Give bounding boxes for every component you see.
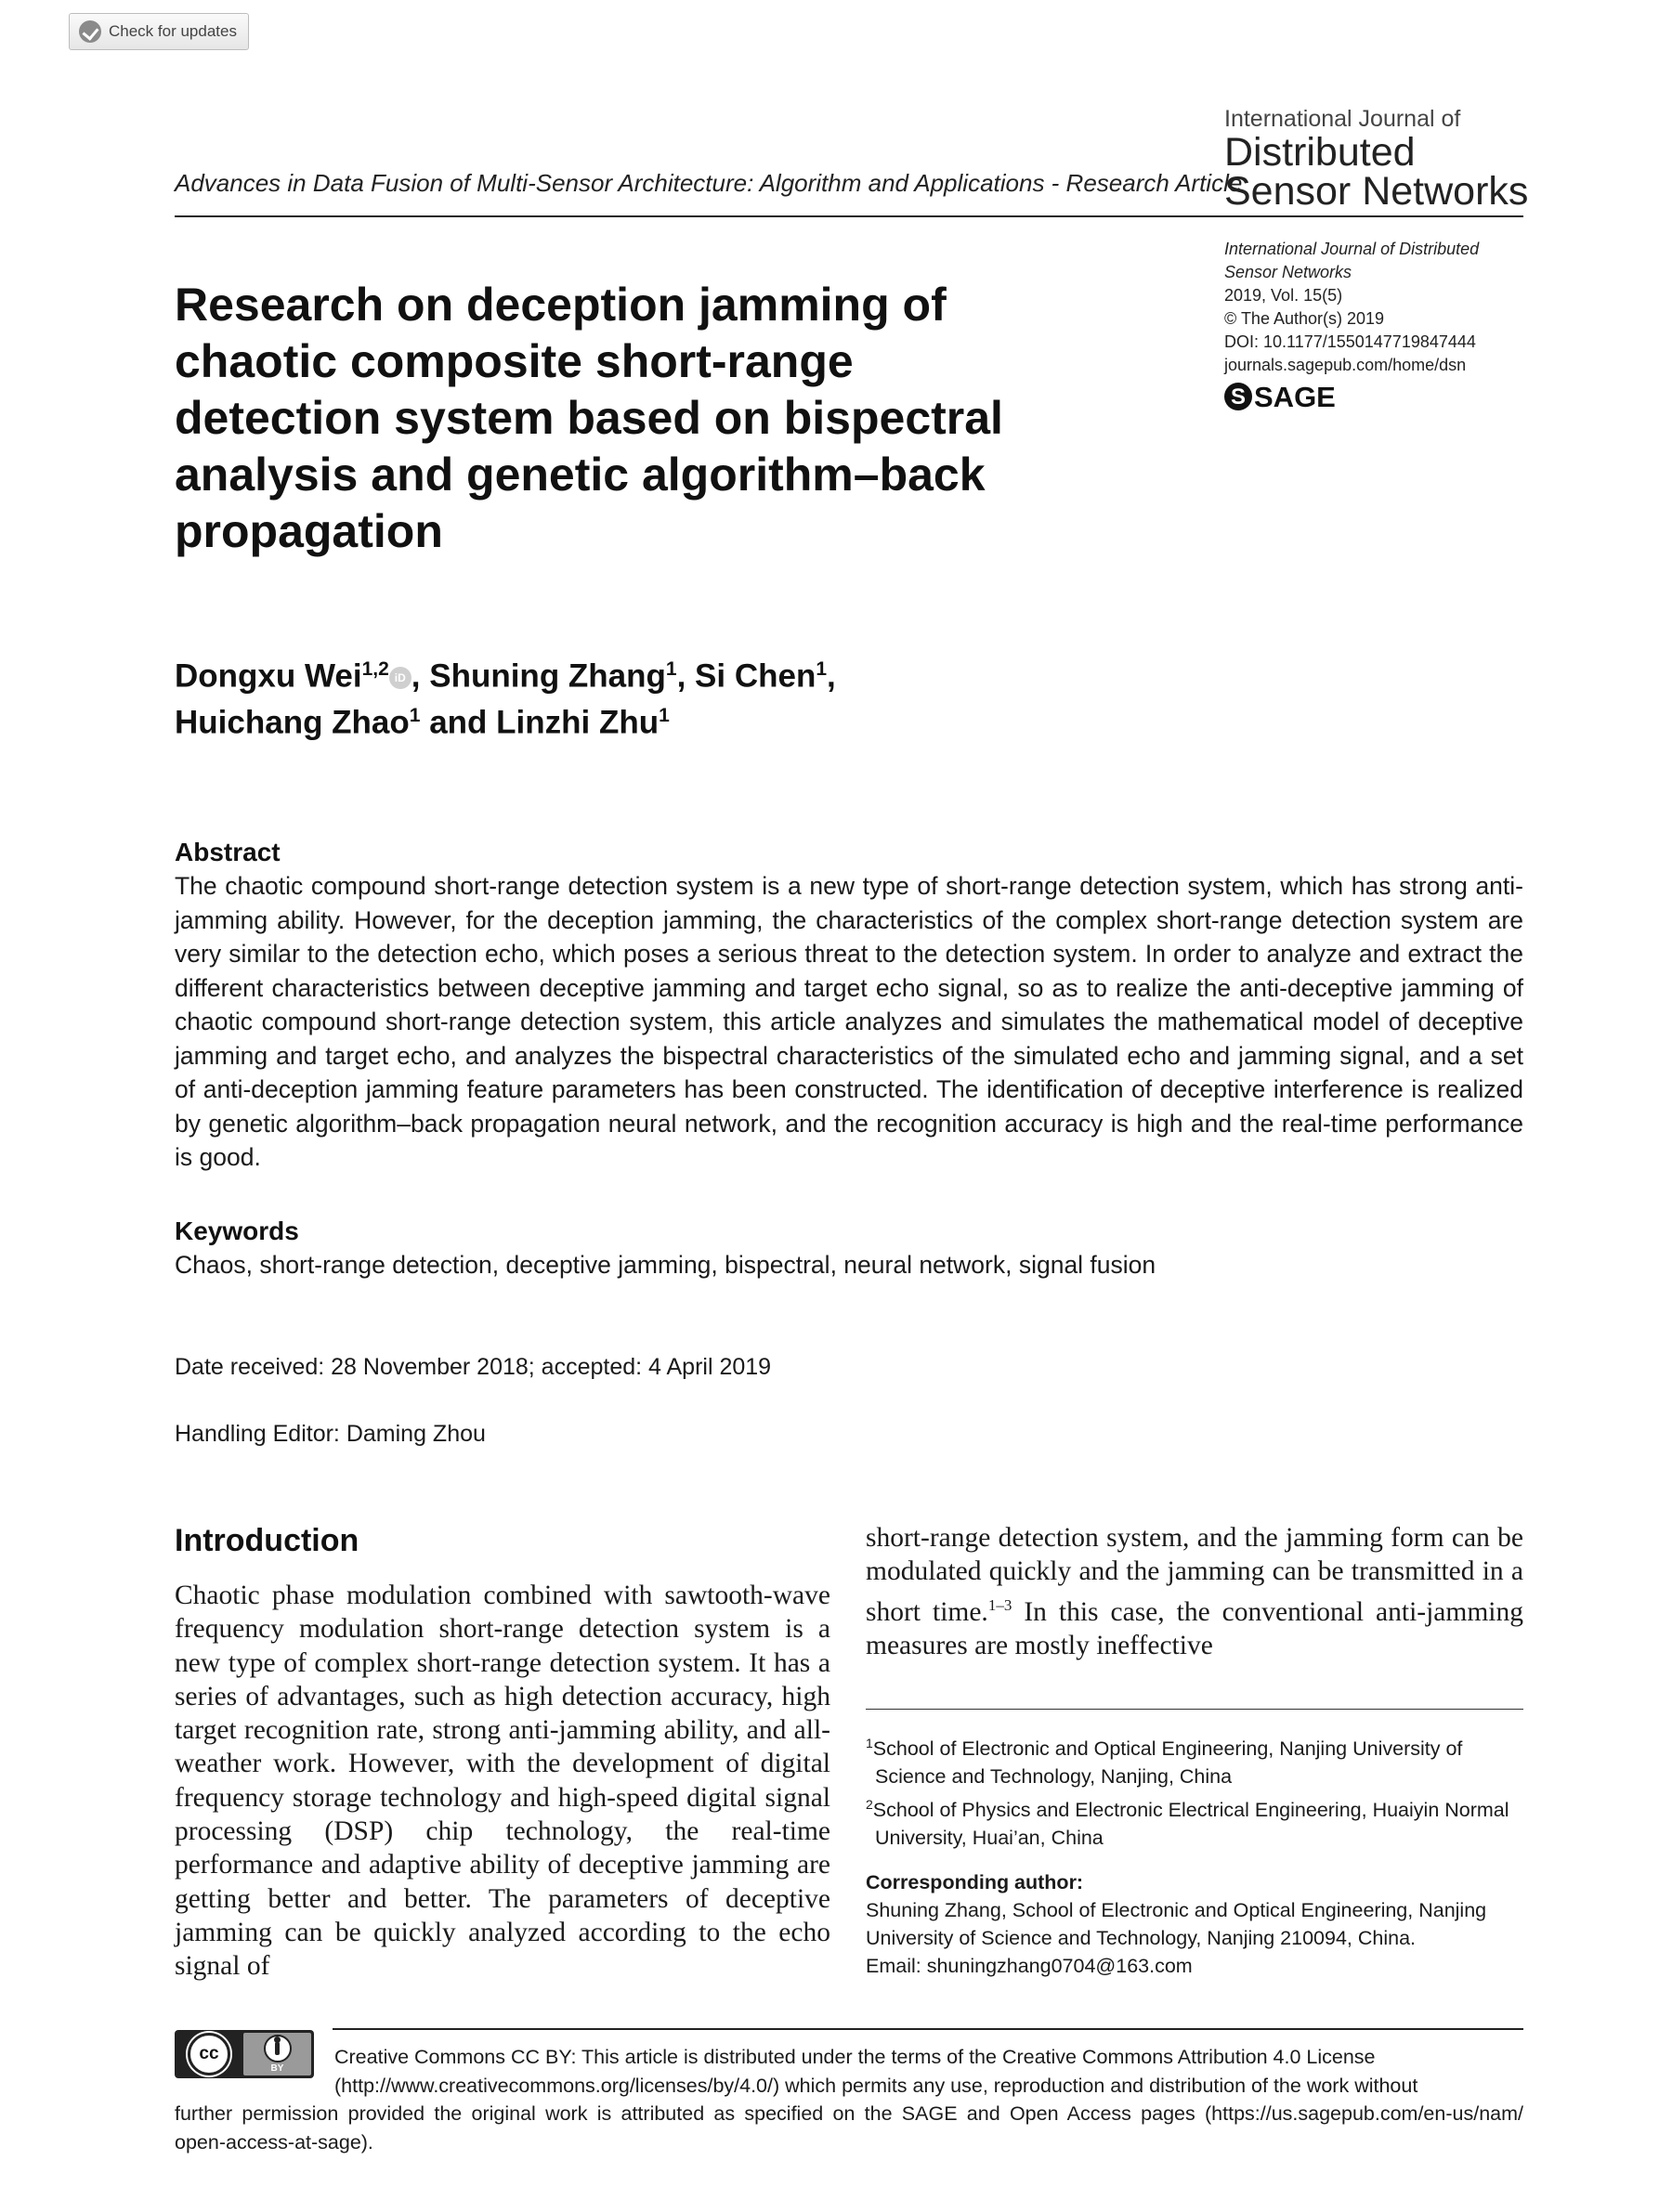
license-line: open-access-at-sage). [175, 2130, 373, 2153]
intro-right-text-b: In this case, the conventional anti-jamming measures are mostly ineffective [866, 1596, 1523, 1660]
license-line: further permission provided the original work is attributed as specified on the SAGE and Open Access pages (https://us.sagepub.com/en-us/nam/ [175, 2102, 1523, 2125]
corresponding-heading: Corresponding author: [866, 1871, 1084, 1893]
abstract-section [175, 838, 1523, 1175]
affiliation-line: Science and Technology, Nanjing, China [875, 1765, 1233, 1789]
corresponding-line: Shuning Zhang, School of Electronic and Optical Engineering, Nanjing [866, 1899, 1487, 1921]
header-rule [175, 215, 1523, 217]
title-line: chaotic composite short-range [175, 335, 854, 387]
corresponding-author [866, 1868, 1523, 1980]
orcid-icon[interactable]: iD [389, 667, 411, 689]
keywords-heading: Keywords [175, 1217, 299, 1245]
author-name: and Linzhi Zhu [420, 704, 660, 741]
author-name: , Shuning Zhang [411, 657, 666, 695]
author-name: , Si Chen [676, 657, 816, 695]
citation-ref[interactable]: 1–3 [987, 1595, 1012, 1614]
title-line: analysis and genetic algorithm–back [175, 449, 986, 501]
license-text [175, 2043, 1523, 2156]
journal-brand-line3: Sensor Networks [1224, 169, 1529, 214]
title-line: Research on deception jamming of [175, 279, 947, 331]
license-rule [333, 2028, 1523, 2030]
article-title [175, 277, 1104, 560]
check-updates-label: Check for updates [109, 22, 237, 40]
affiliation-line: University, Huai’an, China [875, 1827, 1104, 1850]
author-line-1 [175, 650, 836, 696]
keywords-text: Chaos, short-range detection, deceptive jamming, bispectral, neural network, signal fusion [175, 1251, 1156, 1279]
journal-brand [1224, 106, 1529, 214]
affiliation-number: 1 [866, 1736, 873, 1750]
meta-copyright: © The Author(s) 2019 [1224, 309, 1385, 328]
sage-logo [1224, 380, 1479, 413]
series-title: Advances in Data Fusion of Multi-Sensor Architecture: Algorithm and Applications - Research Article [175, 169, 1243, 197]
sage-s-icon: S [1224, 383, 1252, 410]
author-name: Huichang Zhao [175, 704, 410, 741]
check-updates-icon [79, 20, 101, 43]
affiliation-line [866, 1729, 1523, 1763]
meta-url[interactable]: journals.sagepub.com/home/dsn [1224, 356, 1467, 374]
cc-icon: cc [188, 2033, 230, 2075]
sage-logo-text: SAGE [1254, 380, 1336, 413]
check-for-updates-button[interactable] [69, 13, 249, 50]
article-meta [1224, 238, 1480, 413]
introduction-right-column [866, 1521, 1523, 1662]
author-line-2 [175, 696, 836, 743]
affiliation-number: 2 [866, 1797, 873, 1813]
introduction-left-column: Chaotic phase modulation combined with sawtooth-wave frequency modulation short-range detection system is a new type of complex short-range detection system. It has a series of advantages, such as high detection accuracy, high target recognition rate, strong anti-jamming ability, and all-weather work. However, with the development of digital frequency storage technology and high-speed digital signal processing (DSP) chip technology, the real-time performance and adaptive ability of deceptive jamming are getting better and better. The parameters of deceptive jamming can be quickly analyzed according to the echo signal of [175, 1581, 830, 1982]
author-list [175, 650, 836, 742]
author-affiliation: 1 [659, 704, 670, 726]
meta-doi[interactable]: DOI: 10.1177/1550147719847444 [1224, 332, 1476, 351]
date-received: Date received: 28 November 2018; accepted: 4 April 2019 [175, 1354, 772, 1380]
intro-right-text-a: short-range detection system, and the jamming form can be modulated quickly and the jamming can be transmitted in a short time. [866, 1523, 1523, 1627]
corresponding-email[interactable]: Email: shuningzhang0704@163.com [866, 1955, 1193, 1977]
corresponding-line: University of Science and Technology, Nanjing 210094, China. [866, 1927, 1417, 1949]
author-affiliation: 1,2 [361, 658, 389, 680]
license-line: Creative Commons CC BY: This article is distributed under the terms of the Creative Commons Attribution 4.0 License [334, 2046, 1376, 2068]
title-line: propagation [175, 505, 443, 557]
affiliations [866, 1729, 1523, 1852]
author-affiliation: 1 [409, 704, 421, 726]
title-line: detection system based on bispectral [175, 392, 1003, 444]
meta-journal-line2: Sensor Networks [1224, 263, 1352, 281]
introduction-heading: Introduction [175, 1523, 359, 1558]
affiliation-line [866, 1790, 1523, 1824]
author-affiliation: 1 [816, 658, 828, 680]
meta-volume: 2019, Vol. 15(5) [1224, 286, 1343, 305]
handling-editor: Handling Editor: Daming Zhou [175, 1421, 486, 1447]
author-separator: , [827, 657, 836, 695]
journal-brand-line1: International Journal of [1224, 106, 1461, 132]
meta-journal-line1: International Journal of Distributed [1224, 240, 1480, 258]
by-label: BY [270, 2063, 284, 2074]
license-line: (http://www.creativecommons.org/licenses/by/4.0/) which permits any use, reproduction and distribution of the work without [334, 2074, 1418, 2097]
keywords-section [175, 1217, 1523, 1282]
author-affiliation: 1 [665, 658, 677, 680]
abstract-heading: Abstract [175, 838, 281, 866]
abstract-text: The chaotic compound short-range detection system is a new type of short-range detection system, which has strong anti-jamming ability. However, for the deception jamming, the characteristics of the complex short-range detection system are very similar to the detection echo, which poses a serious threat to the detection system. In order to analyze and extract the different characteristics between deceptive jamming and target echo signal, so as to realize the anti-deceptive jamming of chaotic compound short-range detection system, this article analyzes and simulates the mathematical model of deceptive jamming and target echo, and analyzes the bispectral characteristics of the simulated echo and jamming signal, and a set of anti-deception jamming feature parameters has been constructed. The identification of deceptive interference is realized by genetic algorithm–back propagation neural network, and the recognition accuracy is high and the real-time performance is good. [175, 872, 1523, 1171]
journal-brand-line2: Distributed [1224, 130, 1416, 175]
affiliation-text: School of Electronic and Optical Engineering, Nanjing University of [872, 1737, 1463, 1761]
footnote-rule [866, 1709, 1523, 1710]
affiliation-text: School of Physics and Electronic Electrical Engineering, Huaiyin Normal [872, 1799, 1509, 1822]
author-name: Dongxu Wei [175, 657, 362, 695]
